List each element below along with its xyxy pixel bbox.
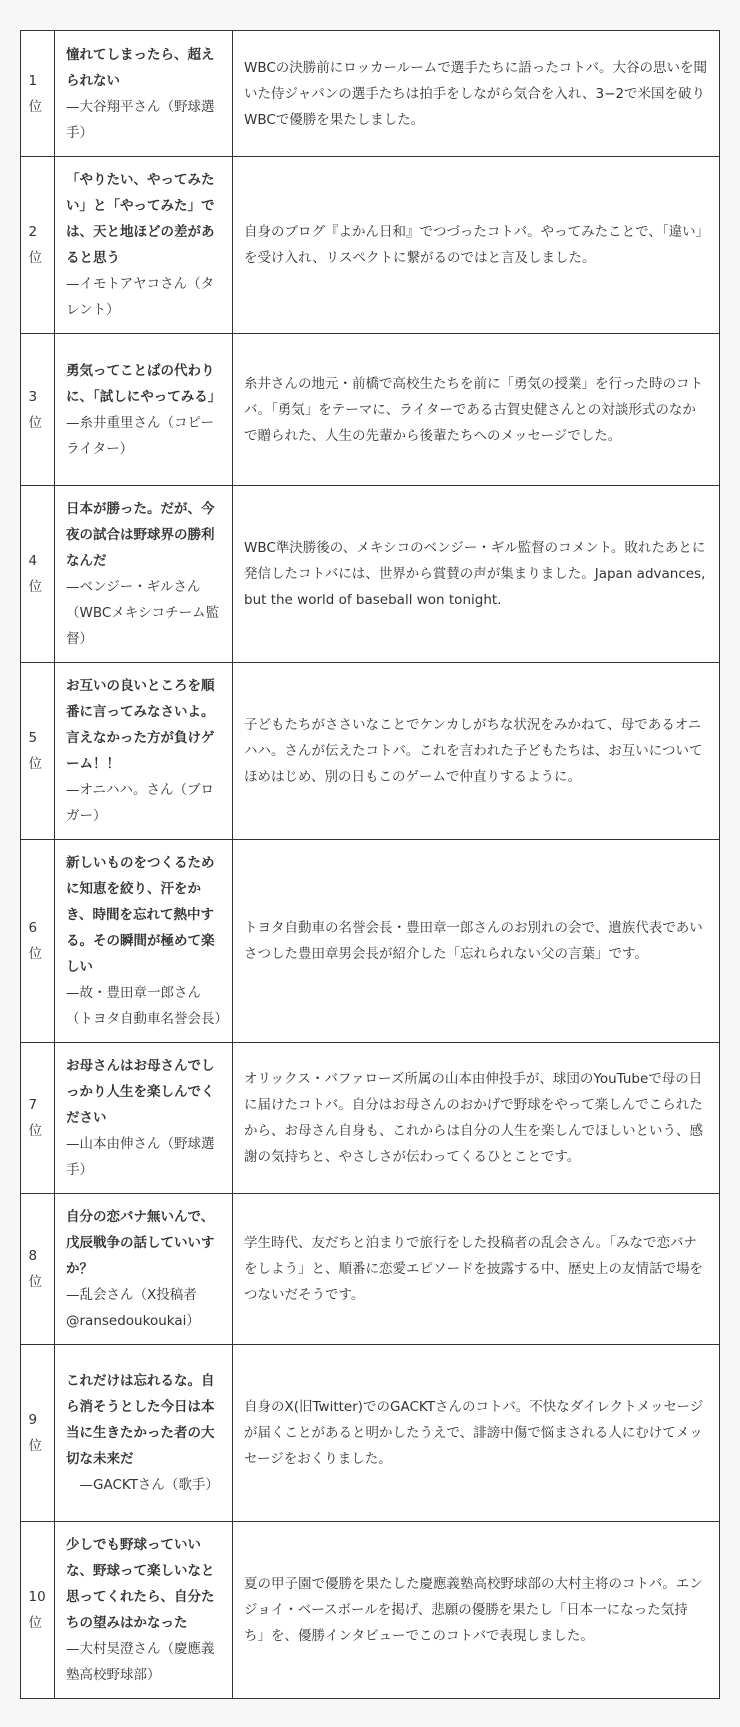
- quote-cell: [55, 486, 233, 663]
- rank-label: 10位: [28, 1589, 46, 1631]
- quote-author: —オニハハ。さん（ブロガー）: [66, 782, 214, 824]
- description-cell: 夏の甲子園で優勝を果たした慶應義塾高校野球部の大村主将のコトバ。エンジョイ・ベースボールを掲げ、悲願の優勝を果たし「日本一になった気持ち」を、優勝インタビューでこのコトバで表現しました。: [233, 1522, 720, 1699]
- rank-cell: [21, 1043, 55, 1194]
- description-cell: 糸井さんの地元・前橋で高校生たちを前に「勇気の授業」を行った時のコトバ。「勇気」をテーマに、ライターである古賀史健さんとの対談形式のなかで贈られた、人生の先輩から後輩たちへのメッセージでした。: [233, 334, 720, 486]
- rank-cell: [21, 31, 55, 157]
- rank-label: 8位: [28, 1248, 42, 1290]
- table-row: [21, 486, 720, 663]
- rank-cell: [21, 840, 55, 1043]
- description-cell: トヨタ自動車の名誉会長・豊田章一郎さんのお別れの会で、遺族代表であいさつした豊田章男会長が紹介した「忘れられない父の言葉」です。: [233, 840, 720, 1043]
- description-cell: 学生時代、友だちと泊まりで旅行をした投稿者の乱会さん。「みなで恋バナをしよう」と、順番に恋愛エピソードを披露する中、歴史上の友情話で場をつないだそうです。: [233, 1194, 720, 1345]
- quote-author: —大村昊澄さん（慶應義塾高校野球部）: [66, 1641, 215, 1683]
- quote-text: 憧れてしまったら、超えられない: [66, 46, 215, 89]
- table-row: [21, 840, 720, 1043]
- quote-cell: [55, 157, 233, 334]
- rank-label: 1位: [28, 72, 42, 115]
- quote-author: —乱会さん（X投稿者@ransedoukoukai）: [66, 1287, 200, 1329]
- quote-author: —GACKTさん（歌手）: [66, 1477, 219, 1493]
- description-cell: 自身のX(旧Twitter)でのGACKTさんのコトバ。不快なダイレクトメッセージが届くことがあると明かしたうえで、誹謗中傷で悩まされる人にむけてメッセージをおくりました。: [233, 1345, 720, 1522]
- quote-cell: [55, 1345, 233, 1522]
- table-row: [21, 1043, 720, 1194]
- quote-text: 「やりたい、やってみたい」と「やってみた」では、天と地ほどの差があると思う: [66, 172, 215, 266]
- quote-cell: [55, 663, 233, 840]
- description-cell: 子どもたちがささいなことでケンカしがちな状況をみかねて、母であるオニハハ。さんが伝えたコトバ。これを言われた子どもたちは、お互いについてほめはじめ、別の日もこのゲームで仲直りするように。: [233, 663, 720, 840]
- quote-cell: [55, 1194, 233, 1345]
- rank-label: 7位: [28, 1097, 42, 1139]
- quote-text: 少しでも野球っていいな、野球って楽しいなと思ってくれたら、自分たちの望みはかなった: [66, 1537, 215, 1631]
- description-cell: 自身のブログ『よかん日和』でつづったコトバ。やってみたことで、「違い」を受け入れ、リスペクトに繋がるのではと言及しました。: [233, 157, 720, 334]
- table-row: [21, 1345, 720, 1522]
- quote-cell: [55, 1522, 233, 1699]
- quote-author: —ベンジー・ギルさん（WBCメキシコチーム監督）: [66, 579, 220, 647]
- quote-author: —イモトアヤコさん（タレント）: [66, 276, 215, 318]
- quote-text: お母さんはお母さんでしっかり人生を楽しんでください: [66, 1058, 215, 1126]
- quote-cell: [55, 334, 233, 486]
- rank-label: 9位: [28, 1412, 42, 1454]
- description-cell: WBCの決勝前にロッカールームで選手たちに語ったコトバ。大谷の思いを聞いた侍ジャパンの選手たちは拍手をしながら気合を入れ、3−2で米国を破りWBCで優勝を果たしました。: [233, 31, 720, 157]
- table-row: [21, 31, 720, 157]
- quote-text: 自分の恋バナ無いんで、戊辰戦争の話していいすか？: [66, 1209, 215, 1277]
- rank-label: 2位: [28, 224, 42, 266]
- table-row: [21, 1194, 720, 1345]
- quote-text: お互いの良いところを順番に言ってみなさいよ。言えなかった方が負けゲーム！！: [66, 678, 215, 772]
- quote-cell: [55, 840, 233, 1043]
- quote-text: 日本が勝った。だが、今夜の試合は野球界の勝利なんだ: [66, 501, 215, 569]
- quote-text: これだけは忘れるな。自ら消そうとした今日は本当に生きたかった者の大切な未来だ: [66, 1373, 215, 1467]
- rank-cell: [21, 663, 55, 840]
- quote-author: —糸井重里さん（コピーライター）: [66, 414, 214, 457]
- rank-cell: [21, 1345, 55, 1522]
- rank-label: 6位: [28, 920, 42, 962]
- quote-cell: [55, 1043, 233, 1194]
- table-row: [21, 663, 720, 840]
- rank-cell: [21, 486, 55, 663]
- quote-text: 新しいものをつくるために知恵を絞り、汗をかき、時間を忘れて熱中する。その瞬間が極めて楽しい: [66, 855, 215, 975]
- rank-cell: [21, 1522, 55, 1699]
- table-row: [21, 334, 720, 486]
- rank-label: 3位: [28, 388, 42, 431]
- rank-label: 5位: [28, 730, 42, 772]
- rank-cell: [21, 334, 55, 486]
- ranking-table: [20, 30, 720, 1699]
- rank-cell: [21, 1194, 55, 1345]
- quote-text: 勇気ってことばの代わりに、「試しにやってみる」: [66, 362, 222, 405]
- table-row: [21, 157, 720, 334]
- rank-cell: [21, 157, 55, 334]
- table-row: [21, 1522, 720, 1699]
- quote-author: —故・豊田章一郎さん（トヨタ自動車名誉会長）: [66, 985, 228, 1027]
- quote-cell: [55, 31, 233, 157]
- quote-author: —山本由伸さん（野球選手）: [66, 1136, 215, 1178]
- description-cell: オリックス・バファローズ所属の山本由伸投手が、球団のYouTubeで母の日に届けたコトバ。自分はお母さんのおかげで野球をやって楽しんでこられたから、お母さん自身も、これからは自分の人生を楽しんでほしいという、感謝の気持ちと、やさしさが伝わってくるひとことです。: [233, 1043, 720, 1194]
- description-cell: WBC準決勝後の、メキシコのベンジー・ギル監督のコメント。敗れたあとに発信したコトバには、世界から賞賛の声が集まりました。Japan advances, but the world of baseball won tonight.: [233, 486, 720, 663]
- quote-author: —大谷翔平さん（野球選手）: [66, 98, 215, 141]
- rank-label: 4位: [28, 553, 42, 595]
